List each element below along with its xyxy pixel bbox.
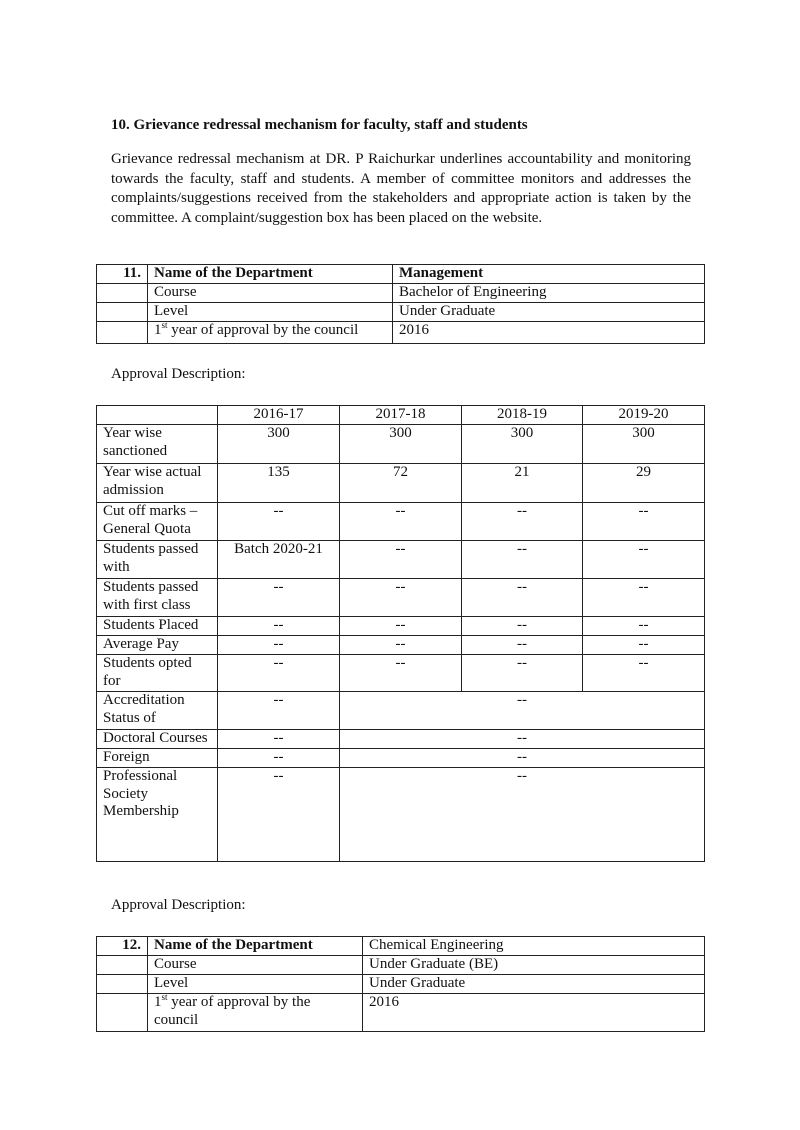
empty-cell [97, 956, 148, 975]
table-row [97, 579, 705, 617]
cell-value: -- [583, 579, 705, 617]
table-row [97, 617, 705, 636]
table-number: 12. [97, 937, 148, 956]
cell-value: -- [583, 636, 705, 655]
level-value: Under Graduate [363, 975, 705, 994]
header-empty-cell [97, 406, 218, 425]
merged-cell-value: -- [340, 749, 705, 768]
row-label: Students passed with first class [97, 579, 218, 617]
empty-cell [97, 284, 148, 303]
cell-value: -- [340, 579, 462, 617]
empty-cell [97, 994, 148, 1032]
table-row [97, 768, 705, 862]
table-row [97, 994, 705, 1032]
cell-value: -- [218, 749, 340, 768]
cell-value: -- [462, 636, 583, 655]
year-header: 2019-20 [583, 406, 705, 425]
row-label: Accreditation Status of [97, 692, 218, 730]
course-value: Under Graduate (BE) [363, 956, 705, 975]
approval-description-label-2: Approval Description: [111, 897, 246, 913]
table-row [97, 284, 705, 303]
table-row [97, 322, 705, 344]
merged-cell-value: -- [340, 768, 705, 862]
cell-value: -- [583, 617, 705, 636]
cell-value: 300 [583, 425, 705, 464]
level-label: Level [148, 303, 393, 322]
cell-value: -- [340, 655, 462, 692]
row-label: Students Placed [97, 617, 218, 636]
approval-year-value: 2016 [393, 322, 705, 344]
merged-cell-value: -- [340, 730, 705, 749]
row-label: Doctoral Courses [97, 730, 218, 749]
cell-value: -- [340, 617, 462, 636]
cell-value: 72 [340, 464, 462, 503]
dept-label: Name of the Department [148, 265, 393, 284]
approval-description-label-1: Approval Description: [111, 366, 246, 382]
table-row [97, 503, 705, 541]
table-row [97, 692, 705, 730]
table-row [97, 541, 705, 579]
cell-value: 300 [218, 425, 340, 464]
table-row [97, 730, 705, 749]
dept-value: Chemical Engineering [363, 937, 705, 956]
table-row [97, 636, 705, 655]
row-label: Foreign [97, 749, 218, 768]
empty-cell [97, 975, 148, 994]
cell-value: -- [218, 730, 340, 749]
row-label: Students opted for [97, 655, 218, 692]
table-row [97, 265, 705, 284]
year-header: 2016-17 [218, 406, 340, 425]
cell-value: -- [583, 541, 705, 579]
cell-value: -- [218, 692, 340, 730]
cell-value: -- [340, 503, 462, 541]
cell-value: -- [462, 541, 583, 579]
cell-value: 135 [218, 464, 340, 503]
cell-value: -- [218, 503, 340, 541]
cell-value: -- [462, 579, 583, 617]
cell-value: -- [218, 655, 340, 692]
table-row [97, 655, 705, 692]
year-header: 2018-19 [462, 406, 583, 425]
cell-value: -- [218, 768, 340, 862]
table-row [97, 975, 705, 994]
cell-value: 21 [462, 464, 583, 503]
row-label: Professional Society Membership [97, 768, 218, 862]
merged-cell-value: -- [340, 692, 705, 730]
table-row [97, 303, 705, 322]
table-row [97, 956, 705, 975]
cell-value: 300 [462, 425, 583, 464]
course-value: Bachelor of Engineering [393, 284, 705, 303]
approval-description-table [96, 405, 705, 862]
table-row [97, 425, 705, 464]
section-heading: 10. Grievance redressal mechanism for faculty, staff and students [111, 117, 528, 133]
cell-value: -- [218, 617, 340, 636]
table-number: 11. [97, 265, 148, 284]
cell-value: -- [218, 636, 340, 655]
cell-value: -- [462, 617, 583, 636]
row-label: Year wise sanctioned [97, 425, 218, 464]
table-row [97, 937, 705, 956]
table-header-row [97, 406, 705, 425]
grievance-paragraph: Grievance redressal mechanism at DR. P Raichurkar underlines accountability and monitoring towards the faculty, staff and students. A member of committee monitors and addresses the complaints/suggestions received from the stakeholders and appropriate action is taken by the committee. A complaint/suggestion box has been placed on the website. [111, 151, 691, 226]
cell-value: -- [583, 655, 705, 692]
cell-value: 300 [340, 425, 462, 464]
table-row [97, 464, 705, 503]
course-label: Course [148, 284, 393, 303]
level-value: Under Graduate [393, 303, 705, 322]
cell-value: -- [462, 655, 583, 692]
approval-year-label: 1st year of approval by the council [148, 994, 363, 1032]
cell-value: -- [340, 541, 462, 579]
cell-value: -- [218, 579, 340, 617]
cell-value: -- [340, 636, 462, 655]
empty-cell [97, 322, 148, 344]
course-label: Course [148, 956, 363, 975]
cell-value: -- [462, 503, 583, 541]
approval-year-label: 1st year of approval by the council [148, 322, 393, 344]
table-row [97, 749, 705, 768]
level-label: Level [148, 975, 363, 994]
approval-year-value: 2016 [363, 994, 705, 1032]
dept-value: Management [393, 265, 705, 284]
cell-value: -- [583, 503, 705, 541]
department-table-11 [96, 264, 705, 344]
row-label: Year wise actual admission [97, 464, 218, 503]
row-label: Average Pay [97, 636, 218, 655]
year-header: 2017-18 [340, 406, 462, 425]
cell-value: Batch 2020-21 [218, 541, 340, 579]
dept-label: Name of the Department [148, 937, 363, 956]
empty-cell [97, 303, 148, 322]
cell-value: 29 [583, 464, 705, 503]
row-label: Cut off marks – General Quota [97, 503, 218, 541]
row-label: Students passed with [97, 541, 218, 579]
department-table-12 [96, 936, 705, 1032]
